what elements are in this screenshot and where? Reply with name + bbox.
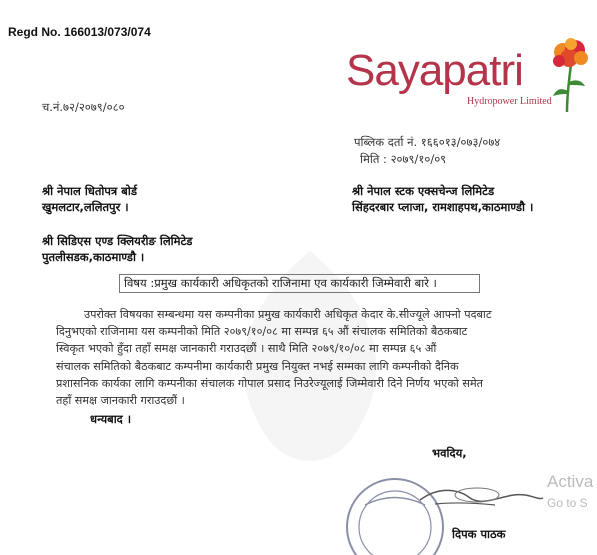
body-line: संचालक समितिको बैठकबाट कम्पनीमा कार्यकारी प्रमुख नियुक्त नभई सम्मका लागि कम्पनीको दैनिक — [56, 359, 459, 373]
recipient-1-name: श्री नेपाल धितोपत्र बोर्ड — [42, 184, 137, 198]
body-line: प्रशासनिक कार्यका लागि कम्पनीका संचालक गोपाल प्रसाद निउरेज्यूलाई जिम्मेवारी दिने निर्णय भएको समेत — [56, 376, 484, 390]
body-line: उपरोक्त विषयका सम्बन्धमा यस कम्पनीका प्रमुख कार्यकारी अधिकृत केदार के.सीज्यूले आफ्नो पदबाट — [84, 308, 492, 321]
company-logo-text: Sayapatri — [346, 46, 523, 95]
company-logo-subtitle: Hydropower Limited — [467, 96, 552, 107]
recipient-1-address: खुमलटार,ललितपुर । — [42, 200, 129, 214]
registration-number: Regd No. 166013/073/074 — [8, 25, 151, 39]
thanks-text: धन्यबाद । — [90, 412, 132, 426]
body-line: तहाँ समक्ष जानकारी गराउदछौं । — [56, 394, 185, 408]
sayapatri-flower-logo-icon — [545, 36, 593, 112]
subject-line: विषय :प्रमुख कार्यकारी अधिकृतको राजिनामा एव कार्यकारी जिम्मेवारी बारे । — [119, 274, 480, 293]
recipient-3-name: श्री सिडिएस एण्ड क्लियरीङ लिमिटेड — [42, 234, 193, 248]
body-line: दिनुभएको राजिनामा यस कम्पनीको मिति २०७९/१०/०८ मा सम्पन्न ६५ औं संचालक समितिको बैठकबाट — [56, 325, 468, 339]
signer-name: दिपक पाठक — [452, 527, 506, 541]
recipient-3-address: पुतलीसडक,काठमाण्डौ । — [42, 250, 145, 264]
handwritten-signature — [415, 470, 545, 520]
closing-salutation: भवदिय, — [432, 446, 467, 460]
activation-watermark-title: Activa — [547, 472, 594, 491]
public-registration-number: पब्लिक दर्ता नं. १६६०१३/०७३/०७४ — [354, 135, 501, 149]
recipient-2-address: सिंहदरबार प्लाजा, रामशाहपथ,काठमाण्डौ । — [352, 200, 534, 214]
recipient-2-name: श्री नेपाल स्टक एक्सचेन्ज लिमिटेड — [352, 184, 495, 198]
letter-body — [56, 306, 568, 409]
letter-reference-number: च.नं.७२/२०७९/०८० — [42, 100, 125, 114]
letter-date: मिति : २०७९/१०/०९ — [360, 152, 447, 166]
activation-watermark-subtitle: Go to S — [547, 496, 588, 510]
body-line: स्विकृत भएको हुँदा तहाँ समक्ष जानकारी गराउदछौं । साथै मिति २०७९/१०/०८ मा सम्पन्न ६५ औं — [56, 342, 437, 356]
